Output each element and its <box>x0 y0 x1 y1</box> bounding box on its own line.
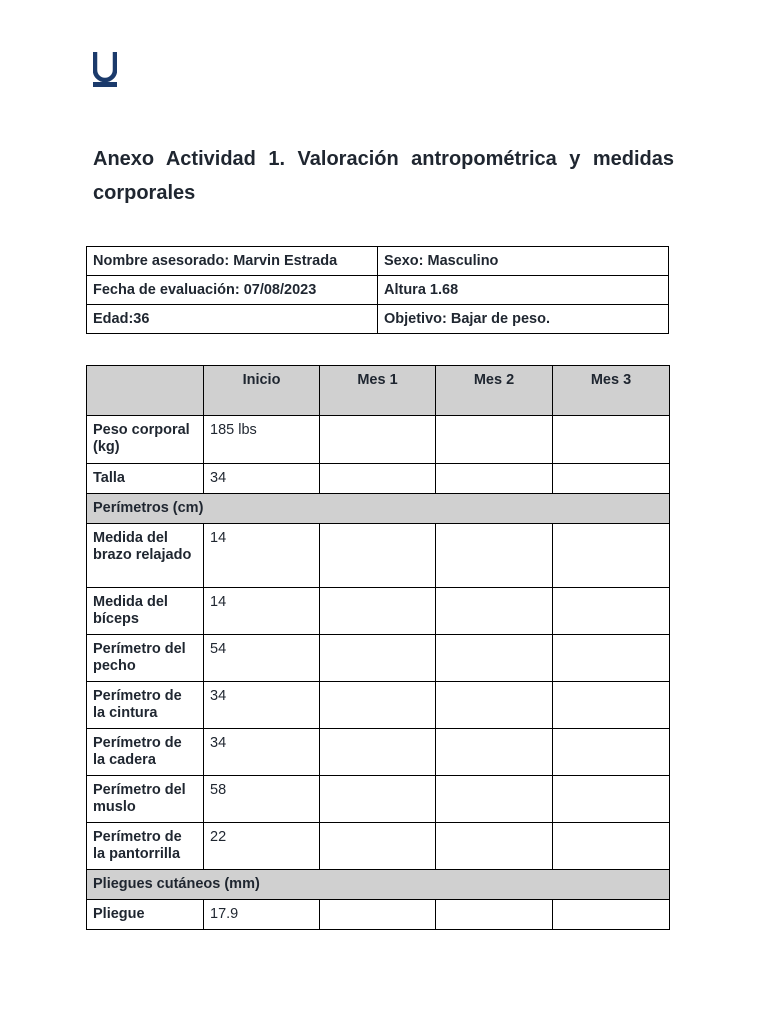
value-cell <box>436 682 553 729</box>
table-row <box>87 776 670 823</box>
section-label: Pliegues cutáneos (mm) <box>87 870 670 900</box>
value-cell: 34 <box>204 729 320 776</box>
value-cell <box>553 416 670 464</box>
section-label: Perímetros (cm) <box>87 494 670 524</box>
row-label: Perímetro de la cadera <box>87 729 204 776</box>
value-cell <box>436 524 553 588</box>
header-mes-2: Mes 2 <box>436 366 553 416</box>
table-row <box>87 682 670 729</box>
row-label: Perímetro de la cintura <box>87 682 204 729</box>
value-cell: 14 <box>204 588 320 635</box>
table-row <box>87 524 670 588</box>
value-cell <box>553 682 670 729</box>
evaluation-date-cell: Fecha de evaluación: 07/08/2023 <box>87 276 378 305</box>
row-label: Perímetro del pecho <box>87 635 204 682</box>
value-cell <box>553 464 670 494</box>
document-title: Anexo Actividad 1. Valoración antropométrica y medidas corporales <box>93 148 674 204</box>
row-label: Medida del bíceps <box>87 588 204 635</box>
table-header-row <box>87 366 670 416</box>
value-cell <box>436 464 553 494</box>
value-cell <box>436 776 553 823</box>
sex-cell: Sexo: Masculino <box>378 247 669 276</box>
row-label: Pliegue <box>87 900 204 930</box>
row-label: Perímetro de la pantorrilla <box>87 823 204 870</box>
client-info-table <box>86 246 669 334</box>
table-row <box>87 276 669 305</box>
table-row <box>87 416 670 464</box>
value-cell <box>436 588 553 635</box>
value-cell: 14 <box>204 524 320 588</box>
value-cell <box>320 588 436 635</box>
row-label: Peso corporal (kg) <box>87 416 204 464</box>
value-cell <box>553 635 670 682</box>
header-inicio: Inicio <box>204 366 320 416</box>
header-mes-1: Mes 1 <box>320 366 436 416</box>
section-row <box>87 494 670 524</box>
row-label: Medida del brazo relajado <box>87 524 204 588</box>
value-cell: 58 <box>204 776 320 823</box>
value-cell <box>320 464 436 494</box>
measurements-table <box>86 365 670 930</box>
table-row <box>87 823 670 870</box>
section-row <box>87 870 670 900</box>
value-cell <box>320 635 436 682</box>
row-label: Perímetro del muslo <box>87 776 204 823</box>
value-cell <box>320 416 436 464</box>
client-name-cell: Nombre asesorado: Marvin Estrada <box>87 247 378 276</box>
table-row <box>87 900 670 930</box>
university-logo-icon <box>93 50 117 88</box>
age-cell: Edad:36 <box>87 305 378 334</box>
value-cell <box>436 729 553 776</box>
value-cell: 34 <box>204 464 320 494</box>
value-cell <box>436 635 553 682</box>
value-cell <box>553 823 670 870</box>
value-cell <box>553 588 670 635</box>
goal-cell: Objetivo: Bajar de peso. <box>378 305 669 334</box>
value-cell <box>553 900 670 930</box>
row-label: Talla <box>87 464 204 494</box>
value-cell <box>320 682 436 729</box>
value-cell <box>320 776 436 823</box>
value-cell <box>553 524 670 588</box>
table-row <box>87 305 669 334</box>
header-empty-cell <box>87 366 204 416</box>
value-cell <box>553 776 670 823</box>
value-cell: 22 <box>204 823 320 870</box>
table-row <box>87 464 670 494</box>
value-cell <box>320 823 436 870</box>
value-cell: 17.9 <box>204 900 320 930</box>
value-cell <box>320 900 436 930</box>
header-mes-3: Mes 3 <box>553 366 670 416</box>
table-row <box>87 729 670 776</box>
value-cell <box>553 729 670 776</box>
value-cell <box>436 823 553 870</box>
value-cell: 54 <box>204 635 320 682</box>
height-cell: Altura 1.68 <box>378 276 669 305</box>
value-cell: 185 lbs <box>204 416 320 464</box>
value-cell <box>436 416 553 464</box>
value-cell: 34 <box>204 682 320 729</box>
value-cell <box>320 524 436 588</box>
table-row <box>87 247 669 276</box>
table-row <box>87 635 670 682</box>
value-cell <box>436 900 553 930</box>
table-row <box>87 588 670 635</box>
value-cell <box>320 729 436 776</box>
